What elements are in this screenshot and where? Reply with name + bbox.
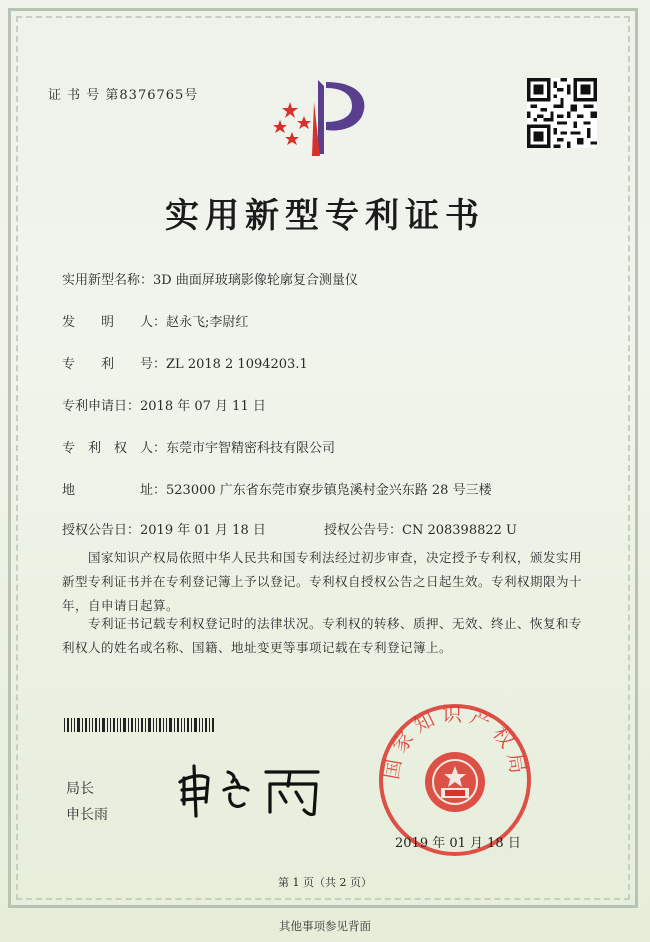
back-note: 其他事项参见背面 — [279, 919, 371, 933]
utility-name-row — [62, 269, 358, 288]
patent-number-label: 专 利 号： — [62, 357, 167, 372]
qr-code-icon — [527, 78, 597, 148]
patent-number-row — [62, 353, 308, 372]
address-value: 523000 广东省东莞市寮步镇凫溪村金兴东路 28 号三楼 — [166, 483, 492, 498]
cnipa-logo-icon — [270, 72, 380, 162]
body-paragraph-1: 国家知识产权局依照中华人民共和国专利法经过初步审查，决定授予专利权，颁发实用新型专利证书并在专利登记簿上予以登记。专利权自授权公告之日起生效。专利权期限为十年，自申请日起算。 — [62, 550, 583, 613]
grant-number-row — [324, 519, 517, 538]
utility-name-label: 实用新型名称： — [62, 273, 154, 288]
address-row — [62, 479, 492, 498]
grant-date-label: 授权公告日： — [62, 523, 141, 538]
inventor-row — [62, 311, 248, 330]
patentee-label: 专 利 权 人： — [62, 441, 167, 456]
grant-number-value: CN 208398822 U — [402, 523, 517, 538]
grant-date-value: 2019 年 01 月 18 日 — [140, 523, 266, 538]
address-label: 地 址： — [62, 483, 167, 498]
body-paragraph-2: 专利证书记载专利权登记时的法律状况。专利权的转移、质押、无效、终止、恢复和专利权人的姓名或名称、国籍、地址变更等事项记载在专利登记簿上。 — [62, 616, 583, 655]
director-title: 局长 — [66, 781, 94, 797]
filing-date-value: 2018 年 07 月 11 日 — [140, 399, 266, 414]
seal-date: 2019 年 01 月 18 日 — [395, 836, 521, 851]
inventor-label: 发 明 人： — [62, 315, 167, 330]
filing-date-label: 专利申请日： — [62, 399, 141, 414]
grant-number-label: 授权公告号： — [324, 523, 403, 538]
utility-name-value: 3D 曲面屏玻璃影像轮廓复合测量仪 — [153, 273, 358, 288]
patent-number-value: ZL 2018 2 1094203.1 — [166, 357, 308, 372]
director-name: 申长雨 — [66, 807, 108, 823]
seal-text: 国家知识产权局 — [378, 702, 532, 782]
grant-date-row — [62, 519, 266, 538]
patentee-value: 东莞市宇智精密科技有限公司 — [166, 441, 336, 456]
filing-date-row — [62, 395, 266, 414]
signature-icon — [170, 760, 330, 820]
patentee-row — [62, 437, 335, 456]
certificate-title: 实用新型专利证书 — [165, 196, 485, 236]
barcode-icon — [64, 718, 214, 732]
inventor-value: 赵永飞;李尉红 — [166, 315, 249, 330]
page-number: 第 1 页（共 2 页） — [278, 876, 372, 889]
certificate-number: 证 书 号 第8376765号 — [48, 88, 199, 103]
